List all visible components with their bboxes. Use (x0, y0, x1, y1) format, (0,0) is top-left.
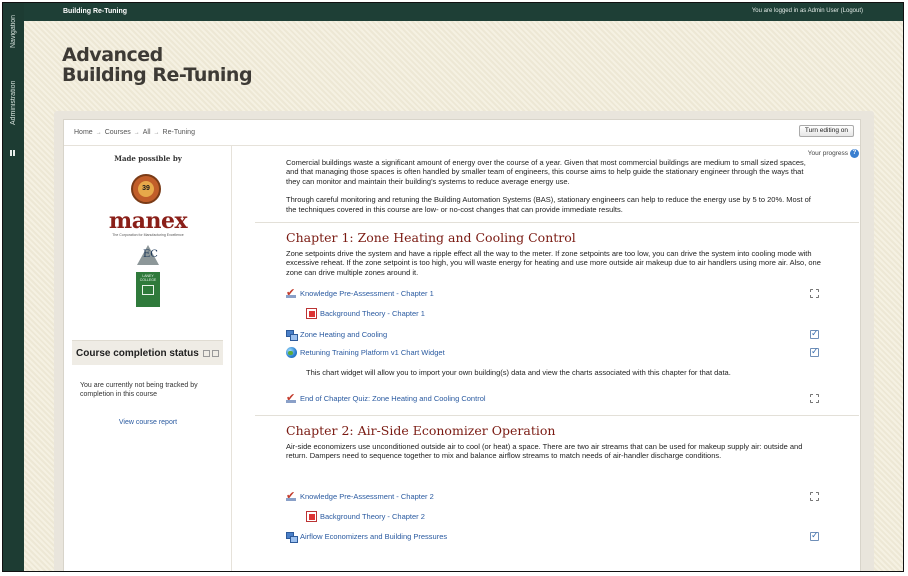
made-possible-heading: Made possible by (114, 154, 182, 163)
url-icon (286, 347, 297, 358)
breadcrumb-current[interactable]: Re-Tuning (162, 129, 195, 136)
content-card (54, 111, 874, 572)
dock-toggle-icon[interactable] (10, 149, 17, 155)
breadcrumb-all[interactable]: All (142, 129, 151, 136)
chapter-2-title[interactable]: Chapter 2: Air-Side Economizer Operation (286, 423, 556, 438)
block-controls (201, 350, 219, 359)
collapse-block-icon[interactable] (203, 350, 210, 357)
pdf-icon (306, 511, 317, 522)
help-icon[interactable]: ? (850, 149, 859, 158)
building-icon (142, 285, 154, 295)
completion-checkbox[interactable] (810, 330, 819, 339)
site-name-link[interactable]: Building Re-Tuning (63, 8, 128, 15)
dock-tab-navigation[interactable]: Navigation (10, 14, 17, 48)
activity-airflow-economizers[interactable] (286, 530, 447, 542)
course-main-column (233, 146, 861, 572)
seal-number: 39 (138, 181, 154, 197)
ec-mark: EC (143, 249, 158, 260)
ec-logo (137, 245, 159, 265)
activity-background-theory-1[interactable] (306, 307, 425, 319)
course-summary (286, 158, 816, 214)
view-course-report-link[interactable]: View course report (118, 419, 178, 426)
completion-checkbox[interactable] (810, 394, 819, 403)
site-logo[interactable] (62, 45, 252, 85)
chapter-1-title[interactable]: Chapter 1: Zone Heating and Cooling Control (286, 230, 576, 245)
chapter-1-description: Zone setpoints drive the system and have a ripple effect all the way to the meter. If zone setpoints are too low, you can drive the system into cooling mode with excessive reheat. If the zone setpoint is too high, you will waste energy for heating and use more outside air makeup due to air handlers using more air. Also, one zone can drive multiple zones around it. (286, 249, 821, 277)
manex-tagline: The Corporation for Manufacturing Excellence (112, 233, 184, 237)
laney-line-2: COLLEGE (139, 278, 157, 282)
breadcrumb-separator: → (95, 130, 102, 136)
activity-chart-widget[interactable] (286, 346, 445, 358)
lesson-icon (286, 329, 297, 340)
manex-logo: manex (108, 208, 188, 234)
breadcrumb-courses[interactable]: Courses (104, 129, 131, 136)
completion-checkbox[interactable] (810, 532, 819, 541)
quiz-icon (286, 288, 297, 299)
activity-background-theory-2[interactable] (306, 510, 425, 522)
activity-pre-assessment-2[interactable] (286, 490, 434, 502)
completion-checkbox[interactable] (810, 492, 819, 501)
chapter-2-description: Air-side economizers use unconditioned outside air to cool (or heat) a space. There are two air streams that can be used for makeup supply air: outside and return. Dampers need to sequence together to mix and balance airflow streams to match needs of air-handler discharge conditions. (286, 442, 803, 461)
page-background (24, 21, 903, 571)
your-progress (808, 149, 859, 158)
app-frame (2, 2, 904, 572)
activity-pre-assessment-1[interactable] (286, 287, 434, 299)
quiz-icon (286, 393, 297, 404)
chart-widget-note: This chart widget will allow you to import your own building(s) data and view the charts associated with this chapter for that data. (306, 368, 731, 377)
section-divider (255, 222, 859, 223)
course-completion-title: Course completion status (76, 348, 199, 359)
content-inner (63, 119, 861, 572)
login-info[interactable]: You are logged in as Admin User (Logout) (751, 8, 863, 14)
breadcrumb-home[interactable]: Home (74, 129, 93, 136)
pdf-icon (306, 308, 317, 319)
activity-label: Retuning Training Platform v1 Chart Widget (300, 347, 445, 357)
activity-label: End of Chapter Quiz: Zone Heating and Cooling Control (300, 393, 486, 403)
side-dock (3, 3, 24, 571)
section-divider (255, 415, 859, 416)
activity-label: Background Theory - Chapter 1 (320, 308, 425, 318)
activity-label: Background Theory - Chapter 2 (320, 511, 425, 521)
activity-end-of-chapter-quiz-1[interactable] (286, 392, 486, 404)
quiz-icon (286, 491, 297, 502)
dock-block-icon[interactable] (212, 350, 219, 357)
turn-editing-on-button[interactable]: Turn editing on (799, 125, 854, 137)
laney-line-1: LANEY (142, 274, 154, 278)
left-column (64, 146, 232, 572)
top-navbar (24, 3, 903, 21)
logo-line-2: Building Re-Tuning (62, 64, 253, 86)
summary-paragraph-1: Comercial buildings waste a significant amount of energy over the course of a year. Given that most commercial buildings are medium to small sized spaces, and that managing those spaces is often handled by smaller team of engineers, this course aims to help guide the stationary engineer through the ways that they can monitor and maintain their building's systems to reduce average energy use. (286, 158, 806, 186)
activity-label: Knowledge Pre-Assessment - Chapter 2 (300, 491, 434, 501)
activity-label: Airflow Economizers and Building Pressures (300, 531, 448, 541)
summary-paragraph-2: Through careful monitoring and retuning the Building Automation Systems (BAS), stationary engineers can help to reduce the energy use by 5 to 20%. Most of the techniques covered in this course are low- or no-cost changes that can provide immediate results. (286, 195, 811, 214)
activity-zone-heating-cooling[interactable] (286, 328, 387, 340)
activity-label: Zone Heating and Cooling (300, 329, 388, 339)
activity-label: Knowledge Pre-Assessment - Chapter 1 (300, 288, 434, 298)
laney-college-logo (136, 272, 160, 307)
course-completion-header (72, 340, 223, 365)
progress-label: Your progress (807, 150, 848, 158)
breadcrumb-separator: → (153, 130, 160, 136)
breadcrumb-separator: → (133, 130, 140, 136)
sponsor-seal-logo (131, 174, 161, 204)
logo-line-1: Advanced (62, 44, 163, 66)
dock-tab-administration[interactable]: Administration (10, 80, 17, 126)
completion-message: You are currently not being tracked by completion in this course (80, 382, 198, 398)
breadcrumb (74, 129, 195, 136)
completion-checkbox[interactable] (810, 348, 819, 357)
completion-checkbox[interactable] (810, 289, 819, 298)
lesson-icon (286, 531, 297, 542)
